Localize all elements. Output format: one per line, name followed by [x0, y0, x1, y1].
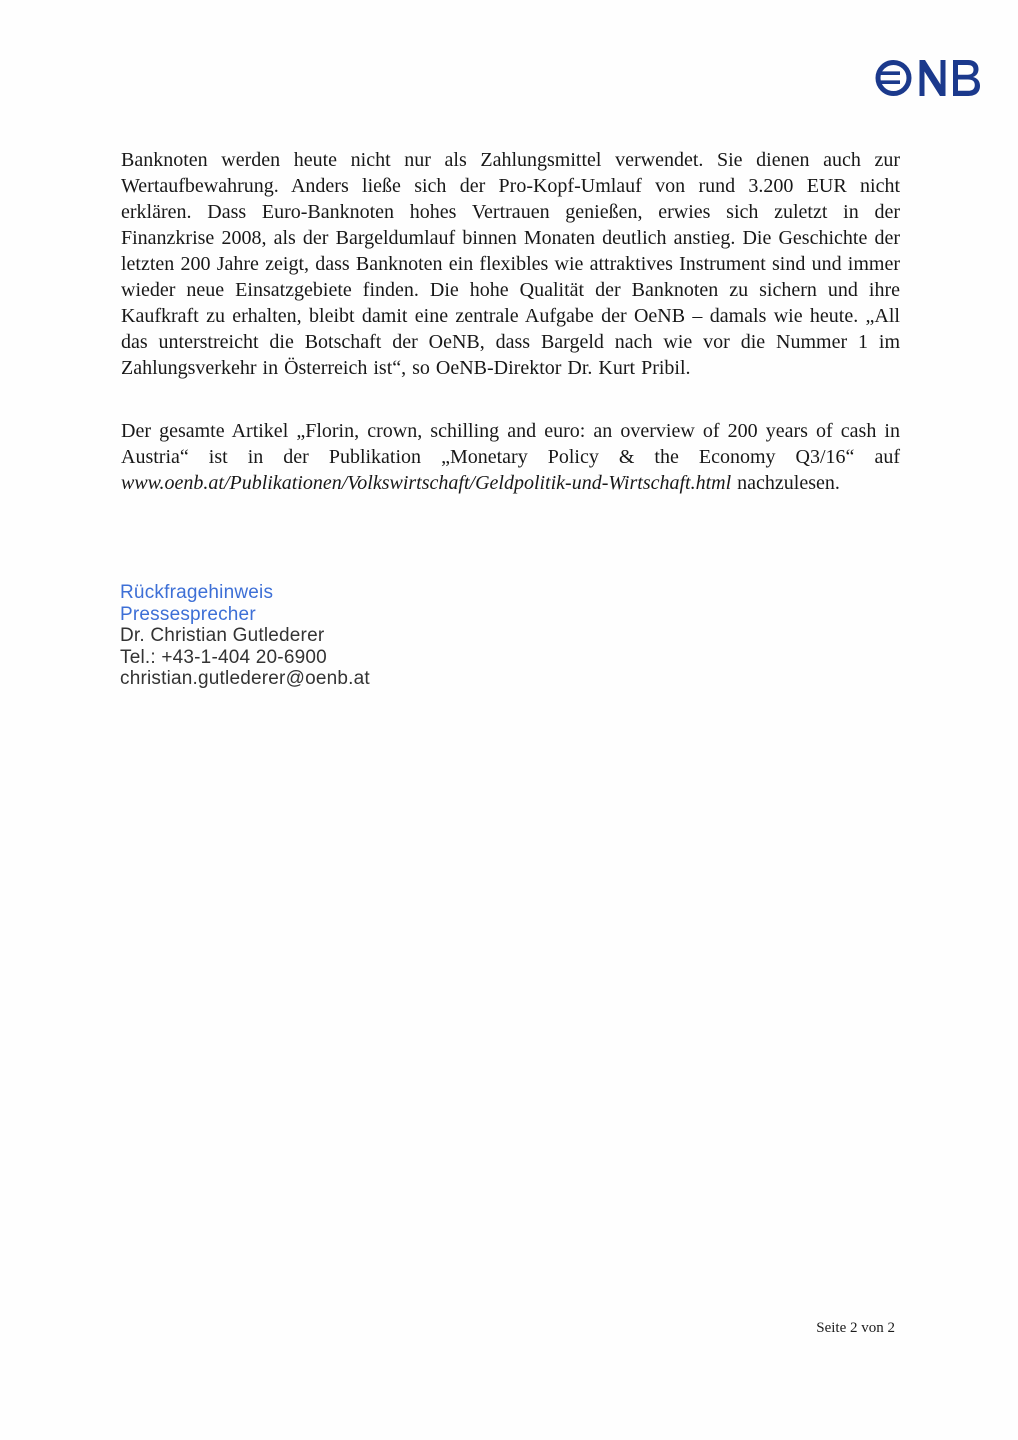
article-text-pre: Der gesamte Artikel „Florin, crown, schilling and euro: an overview of 200 years of cash in Austria“ ist in der Publikation „Monetary Policy & the Economy Q3/16“ auf	[121, 420, 900, 468]
contact-heading: Rückfragehinweis	[120, 582, 274, 603]
logo-letters-nb	[920, 60, 981, 96]
contact-phone: Tel.: +43-1-404 20-6900	[120, 646, 327, 668]
oenb-logo	[875, 59, 985, 97]
article-url-link[interactable]: www.oenb.at/Publikationen/Volkswirtschaft/Geldpolitik-und-Wirtschaft.html	[121, 472, 732, 494]
paragraph-article-reference	[121, 418, 900, 496]
oenb-logo-icon	[875, 59, 985, 97]
paragraph-banknoten: Banknoten werden heute nicht nur als Zahlungsmittel verwendet. Sie dienen auch zur Wertaufbewahrung. Anders ließe sich der Pro-Kopf-Umlauf von rund 3.200 EUR nicht erklären. Dass Euro-Banknoten hohes Vertrauen genießen, erwies sich zuletzt in der Finanzkrise 2008, als der Bargeldumlauf binnen Monaten deutlich anstieg. Die Geschichte der letzten 200 Jahre zeigt, dass Banknoten ein flexibles wie attraktives Instrument sind und immer wieder neue Einsatzgebiete finden. Die hohe Qualität der Banknoten zu sichern und ihre Kaufkraft zu erhalten, bleibt damit eine zentrale Aufgabe der OeNB – damals wie heute. „All das unterstreicht die Botschaft der OeNB, dass Bargeld nach wie vor die Nummer 1 im Zahlungsverkehr in Österreich ist“, so OeNB-Direktor Dr. Kurt Pribil.	[121, 149, 900, 379]
contact-role: Pressesprecher	[120, 603, 256, 625]
contact-email-link[interactable]: christian.gutlederer@oenb.at	[120, 668, 370, 689]
contact-block	[120, 582, 370, 690]
contact-person-name: Dr. Christian Gutlederer	[120, 625, 325, 646]
euro-circle-icon	[878, 63, 909, 94]
press-release-body	[121, 147, 900, 496]
article-text-post: nachzulesen.	[731, 472, 840, 494]
page-number-indicator: Seite 2 von 2	[816, 1320, 895, 1336]
